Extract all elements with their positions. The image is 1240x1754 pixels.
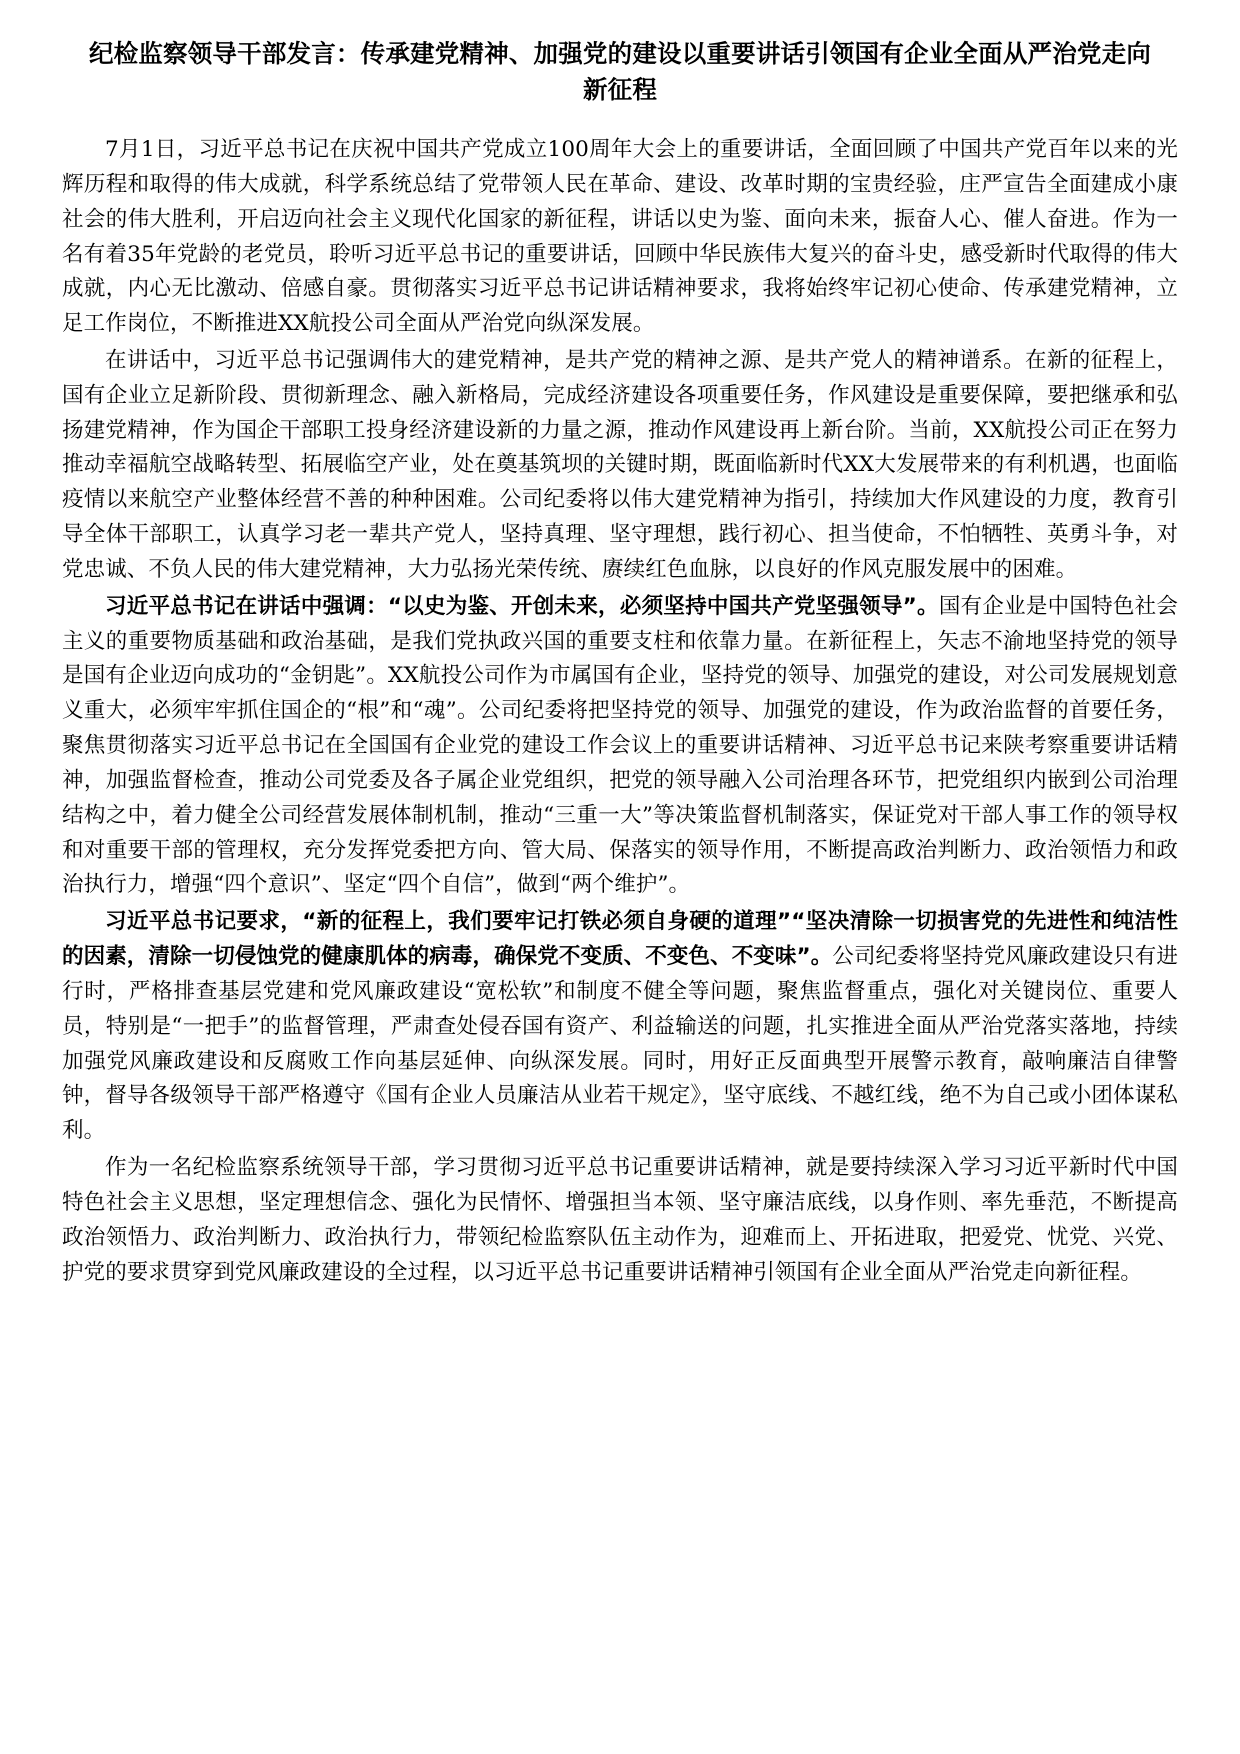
paragraph-3 <box>62 590 1178 903</box>
paragraph-4-run-1-bold: 习近平总书记要求，“新的征程上，我们要牢记打铁必须自身硬的道理”“坚决清除一切损害党的先进性和纯洁性的因素，清除一切侵蚀党的健康肌体的病毒，确保党不变质、不变色、不变味”。 <box>62 909 1178 970</box>
paragraph-4 <box>62 905 1178 1149</box>
paragraph-3-run-2: 国有企业是中国特色社会主义的重要物质基础和政治基础，是我们党执政兴国的重要支柱和依靠力量。在新征程上，矢志不渝地坚持党的领导是国有企业迈向成功的“金钥匙”。XX航投公司作为市属国有企业，坚持党的领导、加强党的建设，对公司发展规划意义重大，必须牢牢抓住国企的“根”和“魂”。公司纪委将把坚持党的领导、加强党的建设，作为政治监督的首要任务，聚焦贯彻落实习近平总书记在全国国有企业党的建设工作会议上的重要讲话精神、习近平总书记来陕考察重要讲话精神，加强监督检查，推动公司党委及各子属企业党组织，把党的领导融入公司治理各环节，把党组织内嵌到公司治理结构之中，着力健全公司经营发展体制机制，推动“三重一大”等决策监督机制落实，保证党对干部人事工作的领导权和对重要干部的管理权，充分发挥党委把方向、管大局、保落实的领导作用，不断提高政治判断力、政治领悟力和政治执行力，增强“四个意识”、坚定“四个自信”，做到“两个维护”。 <box>62 593 1178 898</box>
page-title: 纪检监察领导干部发言：传承建党精神、加强党的建设以重要讲话引领国有企业全面从严治党走向新征程 <box>88 39 1152 104</box>
document-body <box>62 133 1178 1290</box>
paragraph-1 <box>62 133 1178 342</box>
paragraph-1-run-1: 7月1日，习近平总书记在庆祝中国共产党成立100周年大会上的重要讲话，全面回顾了中国共产党百年以来的光辉历程和取得的伟大成就，科学系统总结了党带领人民在革命、建设、改革时期的宝贵经验，庄严宣告全面建成小康社会的伟大胜利，开启迈向社会主义现代化国家的新征程，讲话以史为鉴、面向未来，振奋人心、催人奋进。作为一名有着35年党龄的老党员，聆听习近平总书记的重要讲话，回顾中华民族伟大复兴的奋斗史，感受新时代取得的伟大成就，内心无比激动、倍感自豪。贯彻落实习近平总书记讲话精神要求，我将始终牢记初心使命、传承建党精神，立足工作岗位，不断推进XX航投公司全面从严治党向纵深发展。 <box>62 137 1178 337</box>
paragraph-2 <box>62 344 1178 588</box>
paragraph-5 <box>62 1151 1178 1290</box>
paragraph-2-run-1: 在讲话中，习近平总书记强调伟大的建党精神，是共产党的精神之源、是共产党人的精神谱系。在新的征程上，国有企业立足新阶段、贯彻新理念、融入新格局，完成经济建设各项重要任务，作风建设是重要保障，要把继承和弘扬建党精神，作为国企干部职工投身经济建设新的力量之源，推动作风建设再上新台阶。当前，XX航投公司正在努力推动幸福航空战略转型、拓展临空产业，处在奠基筑坝的关键时期，既面临新时代XX大发展带来的有利机遇，也面临疫情以来航空产业整体经营不善的种种困难。公司纪委将以伟大建党精神为指引，持续加大作风建设的力度，教育引导全体干部职工，认真学习老一辈共产党人，坚持真理、坚守理想，践行初心、担当使命，不怕牺牲、英勇斗争，对党忠诚、不负人民的伟大建党精神，大力弘扬光荣传统、赓续红色血脉，以良好的作风克服发展中的困难。 <box>62 348 1178 582</box>
paragraph-3-run-1-bold: 习近平总书记在讲话中强调：“以史为鉴、开创未来，必须坚持中国共产党坚强领导”。 <box>105 593 939 619</box>
paragraph-5-run-1: 作为一名纪检监察系统领导干部，学习贯彻习近平总书记重要讲话精神，就是要持续深入学习习近平新时代中国特色社会主义思想，坚定理想信念、强化为民情怀、增强担当本领、坚守廉洁底线，以身作则、率先垂范，不断提高政治领悟力、政治判断力、政治执行力，带领纪检监察队伍主动作为，迎难而上、开拓进取，把爱党、忧党、兴党、护党的要求贯穿到党风廉政建设的全过程，以习近平总书记重要讲话精神引领国有企业全面从严治党走向新征程。 <box>62 1155 1178 1285</box>
paragraph-4-run-2: 公司纪委将坚持党风廉政建设只有进行时，严格排查基层党建和党风廉政建设“宽松软”和制度不健全等问题，聚焦监督重点，强化对关键岗位、重要人员，特别是“一把手”的监督管理，严肃查处侵吞国有资产、利益输送的问题，扎实推进全面从严治党落实落地，持续加强党风廉政建设和反腐败工作向基层延伸、向纵深发展。同时，用好正反面典型开展警示教育，敲响廉洁自律警钟，督导各级领导干部严格遵守《国有企业人员廉洁从业若干规定》，坚守底线、不越红线，绝不为自己或小团体谋私利。 <box>62 944 1178 1144</box>
